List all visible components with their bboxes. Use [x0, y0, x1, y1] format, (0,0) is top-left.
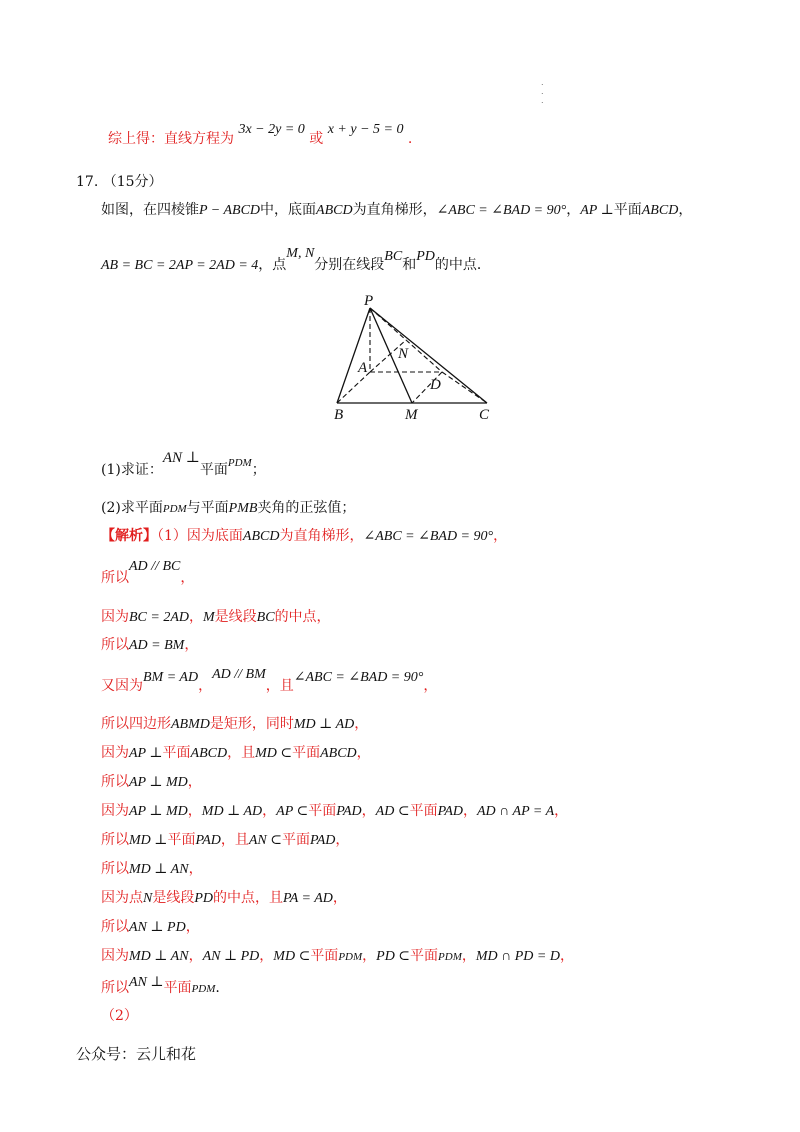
solution-line — [101, 771, 202, 791]
sol-text: （1）因为底面 — [157, 528, 243, 544]
stem-math: P − ABCD — [199, 203, 261, 218]
stem-math: BC — [384, 249, 403, 264]
sol-math: MD ⊥ — [129, 833, 168, 848]
sol-math: MD ∩ PD = D — [475, 949, 560, 964]
label-A: A — [358, 360, 368, 376]
solution-line — [101, 858, 203, 878]
sol-text: ， — [361, 803, 376, 819]
sol-math: MD ⊥ AN — [129, 862, 189, 877]
solution-line — [101, 742, 371, 762]
sol-math: MD ⊂ — [255, 746, 293, 761]
sol-text: 因为 — [101, 948, 129, 964]
sol-math: PDM — [338, 951, 363, 963]
sol-text: ， — [189, 609, 203, 625]
solution-line — [101, 713, 368, 733]
sol-text: 平面 — [409, 803, 438, 819]
q1-math: PDM — [227, 457, 252, 469]
sol-text: 平面 — [292, 745, 321, 761]
sol-text: 因为 — [101, 745, 129, 761]
sol-math: M — [203, 610, 215, 625]
sol-text: 又因为 — [101, 678, 143, 694]
sol-math: PD — [194, 891, 214, 906]
q2-math: PMB — [228, 501, 258, 516]
q1-text: ； — [251, 462, 266, 478]
sol-math: BC = 2AD — [129, 610, 189, 625]
question-2 — [101, 497, 355, 517]
sol-math: ABCD — [242, 529, 280, 544]
sol-text: 平面 — [410, 948, 439, 964]
solution-line — [101, 525, 507, 545]
sol-text: 为直角梯形， — [279, 528, 364, 544]
stem-text: ，点 — [258, 257, 287, 273]
q2-text: 与平面 — [186, 500, 229, 516]
sol-math: AD ∩ AP = A — [477, 804, 555, 819]
sol-text: 所以 — [101, 861, 129, 877]
sol-math: AN ⊥ PD — [129, 920, 186, 935]
sol-math: AN ⊂ — [248, 833, 282, 848]
sol-text: ，且 — [265, 678, 294, 694]
sol-text: 的中点，且 — [213, 890, 284, 906]
sol-text: ， — [184, 637, 199, 653]
sol-text: 所以 — [101, 919, 129, 935]
eq-2: x + y − 5 = 0 — [327, 122, 404, 137]
q1-text: (1)求证： — [101, 462, 163, 478]
prev-answer-lead: 综上得：直线方程为 — [108, 131, 234, 147]
sol-text: 所以 — [101, 832, 129, 848]
sol-text: 平面 — [163, 980, 192, 996]
sol-text: 所以 — [101, 570, 129, 586]
sol-text: ， — [493, 528, 508, 544]
label-C: C — [479, 407, 490, 423]
sol-text: ， — [354, 716, 369, 732]
sol-text: 因为点 — [101, 890, 143, 906]
sol-text: ， — [187, 803, 202, 819]
sol-text: 平面 — [308, 803, 337, 819]
q1-math: AN ⊥ — [162, 450, 200, 466]
solution-line — [101, 1005, 138, 1025]
stem-text: 的中点． — [434, 257, 491, 273]
sol-text: 平面 — [282, 832, 310, 848]
sol-text: 的中点， — [274, 609, 331, 625]
sol-text: 所以 — [101, 774, 129, 790]
sol-text: 平面 — [310, 948, 339, 964]
sol-text: ， — [188, 861, 203, 877]
solution-line — [101, 887, 347, 907]
sol-text: ， — [554, 803, 569, 819]
sol-text: ， — [185, 919, 200, 935]
edge-PC — [370, 308, 487, 403]
sol-text: 是线段 — [214, 609, 257, 625]
sol-math: PDM — [191, 983, 216, 995]
or-text: 或 — [309, 131, 324, 147]
sol-math: AD ⊂ — [375, 804, 410, 819]
stem-text: 和 — [402, 257, 417, 273]
stem-text: ， — [678, 202, 693, 218]
sol-text: （2） — [101, 1008, 138, 1024]
stem-math: PD — [416, 249, 435, 264]
label-M: M — [405, 407, 418, 423]
sol-math: PD ⊂ — [376, 949, 411, 964]
solution-line — [101, 667, 438, 695]
footer-wechat-account: 公众号：云儿和花 — [76, 1045, 197, 1063]
stem-math: AB = BC = 2AP = 2AD = 4 — [101, 258, 259, 273]
sol-math: AN ⊥ — [129, 975, 164, 990]
sol-math: AD // BM — [212, 667, 266, 682]
sol-math: ∠ABC = ∠BAD = 90° — [293, 670, 424, 685]
sol-math: AP ⊥ — [129, 746, 163, 761]
sol-math: ∠ABC = ∠BAD = 90° — [363, 529, 494, 544]
pyramid-figure — [320, 288, 510, 424]
sol-math: BC — [256, 610, 275, 625]
stem-line-2 — [101, 246, 491, 274]
stem-text: 如图，在四棱锥 — [101, 202, 199, 218]
eq-1: 3x − 2y = 0 — [238, 122, 305, 137]
solution-line — [101, 559, 195, 587]
problem-number: 17. — [76, 174, 99, 190]
sol-math: MD ⊥ AD — [201, 804, 263, 819]
sol-math: PAD — [310, 833, 336, 848]
sol-math: MD ⊥ AN — [129, 949, 189, 964]
sol-text: ， — [559, 948, 574, 964]
sol-text: ，且 — [220, 832, 249, 848]
sol-text: ， — [187, 774, 202, 790]
sol-math: PAD — [336, 804, 362, 819]
label-B: B — [334, 407, 344, 423]
sol-text: ， — [335, 832, 350, 848]
sol-text: 因为 — [101, 609, 129, 625]
sol-text: 是线段 — [152, 890, 195, 906]
stem-text: 平面 — [613, 202, 642, 218]
sol-text: ， — [180, 570, 195, 586]
solution-line — [101, 977, 220, 997]
sol-math: AP ⊥ MD — [129, 804, 188, 819]
q1-text: 平面 — [199, 462, 228, 478]
sol-math: ABCD — [320, 746, 357, 761]
stem-math: ∠ABC = ∠BAD = 90° — [436, 203, 567, 218]
sol-text: ， — [262, 803, 277, 819]
stem-text: 中，底面 — [260, 202, 317, 218]
stem-text: 分别在线段 — [314, 257, 385, 273]
sol-text: 平面 — [167, 832, 196, 848]
sol-math: ABMD — [171, 717, 210, 732]
sol-math: MD ⊥ AD — [293, 717, 355, 732]
solution-line — [101, 800, 568, 820]
stem-line-1 — [101, 199, 692, 219]
sol-text: 所以 — [101, 980, 129, 996]
stem-math: ABCD — [641, 203, 679, 218]
sol-math: AD = BM — [129, 638, 185, 653]
stem-text: 为直角梯形， — [352, 202, 437, 218]
sol-text: 因为 — [101, 803, 129, 819]
sol-text: ， — [188, 948, 203, 964]
sol-text: ， — [362, 948, 377, 964]
sol-math: PDM — [438, 951, 462, 963]
sol-math: N — [143, 891, 153, 906]
sol-math: PAD — [195, 833, 221, 848]
stem-math: AP ⊥ — [580, 203, 614, 218]
sol-text: ， — [423, 678, 438, 694]
sol-math: PA = AD — [283, 891, 333, 906]
problem-score: （15分） — [102, 174, 163, 190]
sol-math: MD ⊂ — [273, 949, 311, 964]
stem-text: ， — [566, 202, 581, 218]
sol-text: 所以 — [101, 637, 129, 653]
sol-text: ，且 — [227, 745, 256, 761]
edge-PB — [337, 308, 370, 403]
solution-line — [101, 634, 198, 654]
solution-tag: 【解析】 — [101, 528, 157, 544]
sol-math: BM = AD — [143, 670, 199, 685]
margin-marks: . . . — [541, 78, 544, 105]
solution-line — [101, 945, 574, 965]
question-1 — [101, 450, 266, 479]
sol-math: AP ⊥ MD — [129, 775, 188, 790]
period: . — [407, 131, 413, 147]
sol-text: ， — [198, 678, 213, 694]
sol-math: AP ⊂ — [276, 804, 309, 819]
q2-text: 夹角的正弦值； — [257, 500, 356, 516]
sol-text: ， — [259, 948, 274, 964]
sol-math: PAD — [437, 804, 463, 819]
q2-math: PDM — [162, 503, 187, 515]
sol-math: AN ⊥ PD — [202, 949, 260, 964]
prev-answer-line — [108, 122, 413, 148]
solution-line — [101, 916, 200, 936]
sol-text: . — [215, 980, 220, 996]
q2-text: (2)求平面 — [101, 500, 163, 516]
sol-text: ， — [332, 890, 347, 906]
sol-text: 是矩形，同时 — [209, 716, 294, 732]
sol-math: ABCD — [190, 746, 228, 761]
stem-math: ABCD — [316, 203, 353, 218]
problem-header — [76, 171, 163, 191]
sol-text: ， — [461, 948, 476, 964]
sol-text: 平面 — [162, 745, 191, 761]
sol-math: AD // BC — [129, 559, 181, 574]
sol-text: ， — [463, 803, 477, 819]
sol-text: 所以四边形 — [101, 716, 171, 732]
label-D: D — [430, 377, 441, 393]
solution-line — [101, 606, 331, 626]
sol-text: ， — [356, 745, 371, 761]
solution-line — [101, 829, 349, 849]
label-N: N — [398, 346, 409, 362]
stem-math: M, N — [286, 246, 315, 261]
label-P: P — [364, 293, 374, 309]
